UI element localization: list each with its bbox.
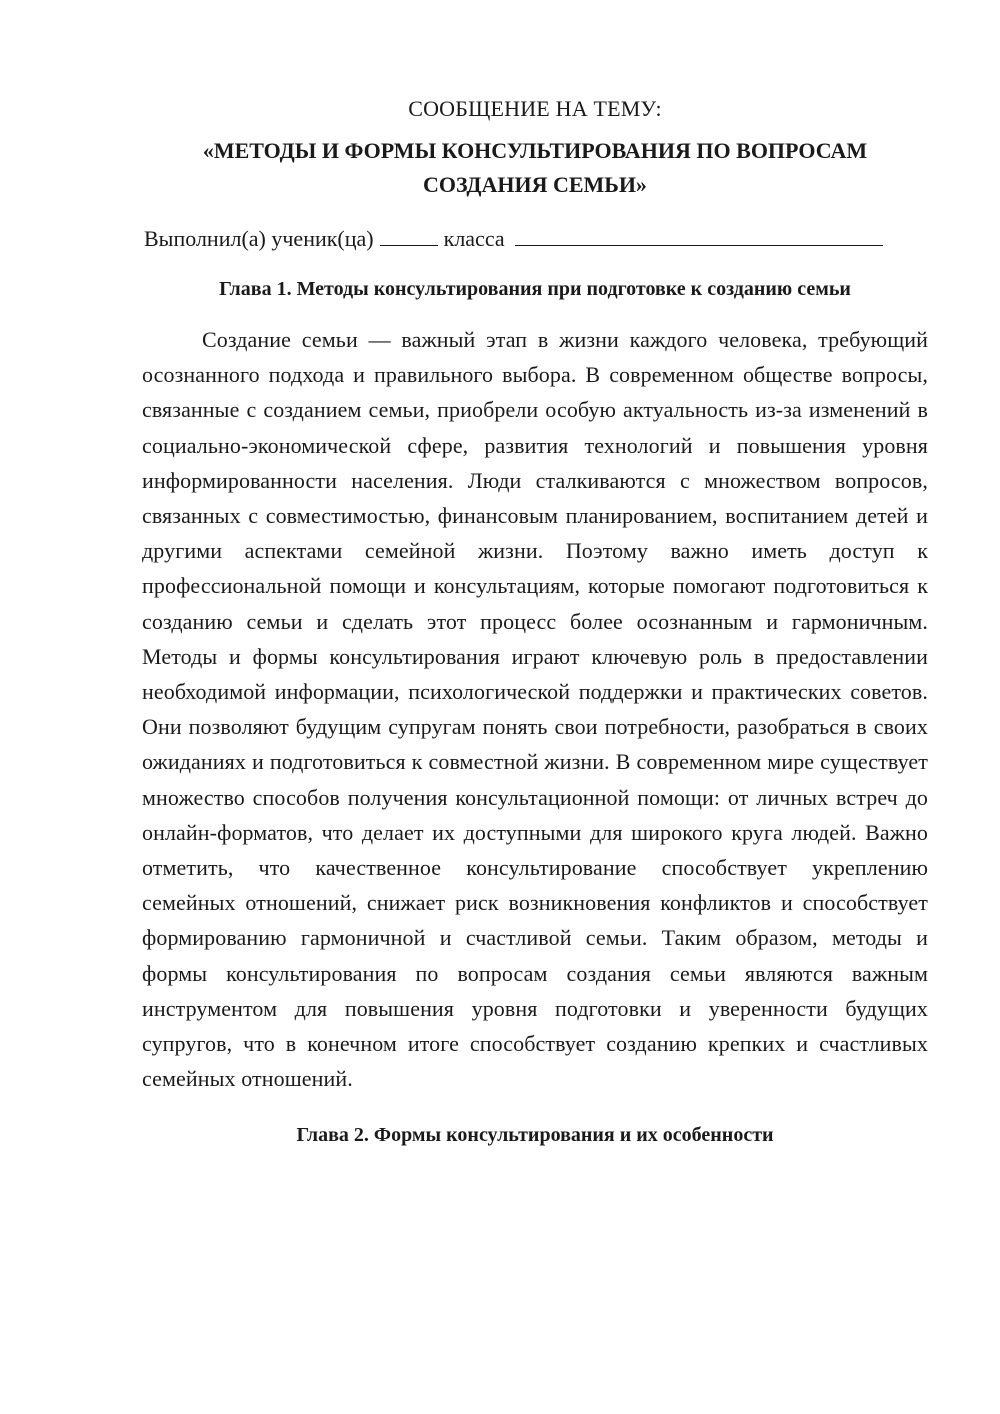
chapter-1-heading: Глава 1. Методы консультирования при подготовке к созданию семьи xyxy=(219,278,851,300)
name-blank xyxy=(515,223,883,246)
author-middle: класса xyxy=(443,226,505,251)
chapter-2-heading: Глава 2. Формы консультирования и их особенности xyxy=(296,1124,774,1147)
author-prefix: Выполнил(а) ученик(ца) xyxy=(144,226,374,251)
document-title: «МЕТОДЫ И ФОРМЫ КОНСУЛЬТИРОВАНИЯ ПО ВОПРОСАМ СОЗДАНИЯ СЕМЬИ» xyxy=(202,138,868,197)
subject-line: СООБЩЕНИЕ НА ТЕМУ: xyxy=(408,96,662,121)
grade-blank xyxy=(380,223,438,246)
author-line xyxy=(144,222,928,256)
chapter-1-paragraph: Создание семьи — важный этап в жизни каждого человека, требующий осознанного подхода и правильного выбора. В современном обществе вопросы, связанные с созданием семьи, приобрели особую актуальность из-за изменений в социально-экономической сфере, развития технологий и повышения уровня информированности населения. Люди сталкиваются с множеством вопросов, связанных с совместимостью, финансовым планированием, воспитанием детей и другими аспектами семейной жизни. Поэтому важно иметь доступ к профессиональной помощи и консультациям, которые помогают подготовиться к созданию семьи и сделать этот процесс более осознанным и гармоничным. Методы и формы консультирования играют ключевую роль в предоставлении необходимой информации, психологической поддержки и практических советов. Они позволяют будущим супругам понять свои потребности, разобраться в своих ожиданиях и подготовиться к совместной жизни. В современном мире существует множество способов получения консультационной помощи: от личных встреч до онлайн-форматов, что делает их доступными для широкого круга людей. Важно отметить, что качественное консультирование способствует укреплению семейных отношений, снижает риск возникновения конфликтов и способствует формированию гармоничной и счастливой семьи. Таким образом, методы и формы консультирования по вопросам создания семьи являются важным инструментом для повышения уровня подготовки и уверенности будущих супругов, что в конечном итоге способствует созданию крепких и счастливых семейных отношений. xyxy=(142,327,928,1092)
document-page xyxy=(142,92,928,1152)
